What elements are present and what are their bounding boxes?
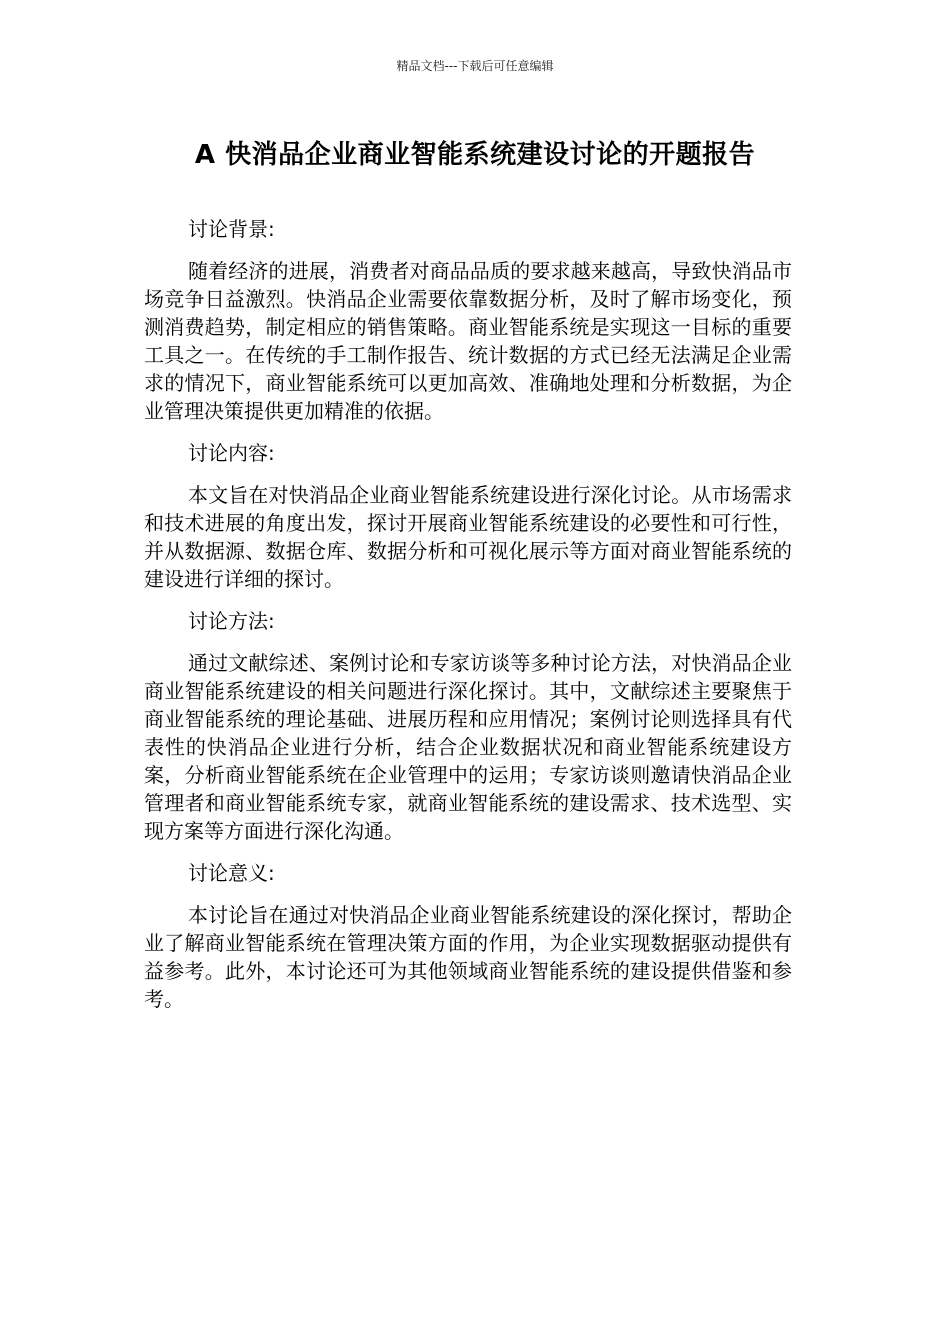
section-heading-significance: 讨论意义: xyxy=(188,861,275,885)
section-heading-content: 讨论内容: xyxy=(188,441,275,465)
document-title: A 快消品企业商业智能系统建设讨论的开题报告 xyxy=(194,140,756,170)
document-body xyxy=(144,215,792,1027)
section-body-content: 本文旨在对快消品企业商业智能系统建设进行深化讨论。从市场需求和技术进展的角度出发，探讨开展商业智能系统建设的必要性和可行性，并从数据源、数据仓库、数据分析和可视化展示等方面对商业智能系统的建设进行详细的探讨。 xyxy=(144,483,792,591)
section-body-significance: 本讨论旨在通过对快消品企业商业智能系统建设的深化探讨，帮助企业了解商业智能系统在管理决策方面的作用，为企业实现数据驱动提供有益参考。此外，本讨论还可为其他领域商业智能系统的建设提供借鉴和参考。 xyxy=(144,903,792,1011)
section-heading-method: 讨论方法: xyxy=(188,609,275,633)
header-note: 精品文档---下载后可任意编辑 xyxy=(396,59,554,73)
section-body-background: 随着经济的进展，消费者对商品品质的要求越来越高，导致快消品市场竞争日益激烈。快消品企业需要依靠数据分析，及时了解市场变化，预测消费趋势，制定相应的销售策略。商业智能系统是实现这一目标的重要工具之一。在传统的手工制作报告、统计数据的方式已经无法满足企业需求的情况下，商业智能系统可以更加高效、准确地处理和分析数据，为企业管理决策提供更加精准的依据。 xyxy=(144,259,792,423)
section-body-method: 通过文献综述、案例讨论和专家访谈等多种讨论方法，对快消品企业商业智能系统建设的相关问题进行深化探讨。其中，文献综述主要聚焦于商业智能系统的理论基础、进展历程和应用情况；案例讨论则选择具有代表性的快消品企业进行分析，结合企业数据状况和商业智能系统建设方案，分析商业智能系统在企业管理中的运用；专家访谈则邀请快消品企业管理者和商业智能系统专家，就商业智能系统的建设需求、技术选型、实现方案等方面进行深化沟通。 xyxy=(144,651,792,843)
section-heading-background: 讨论背景: xyxy=(188,217,275,241)
